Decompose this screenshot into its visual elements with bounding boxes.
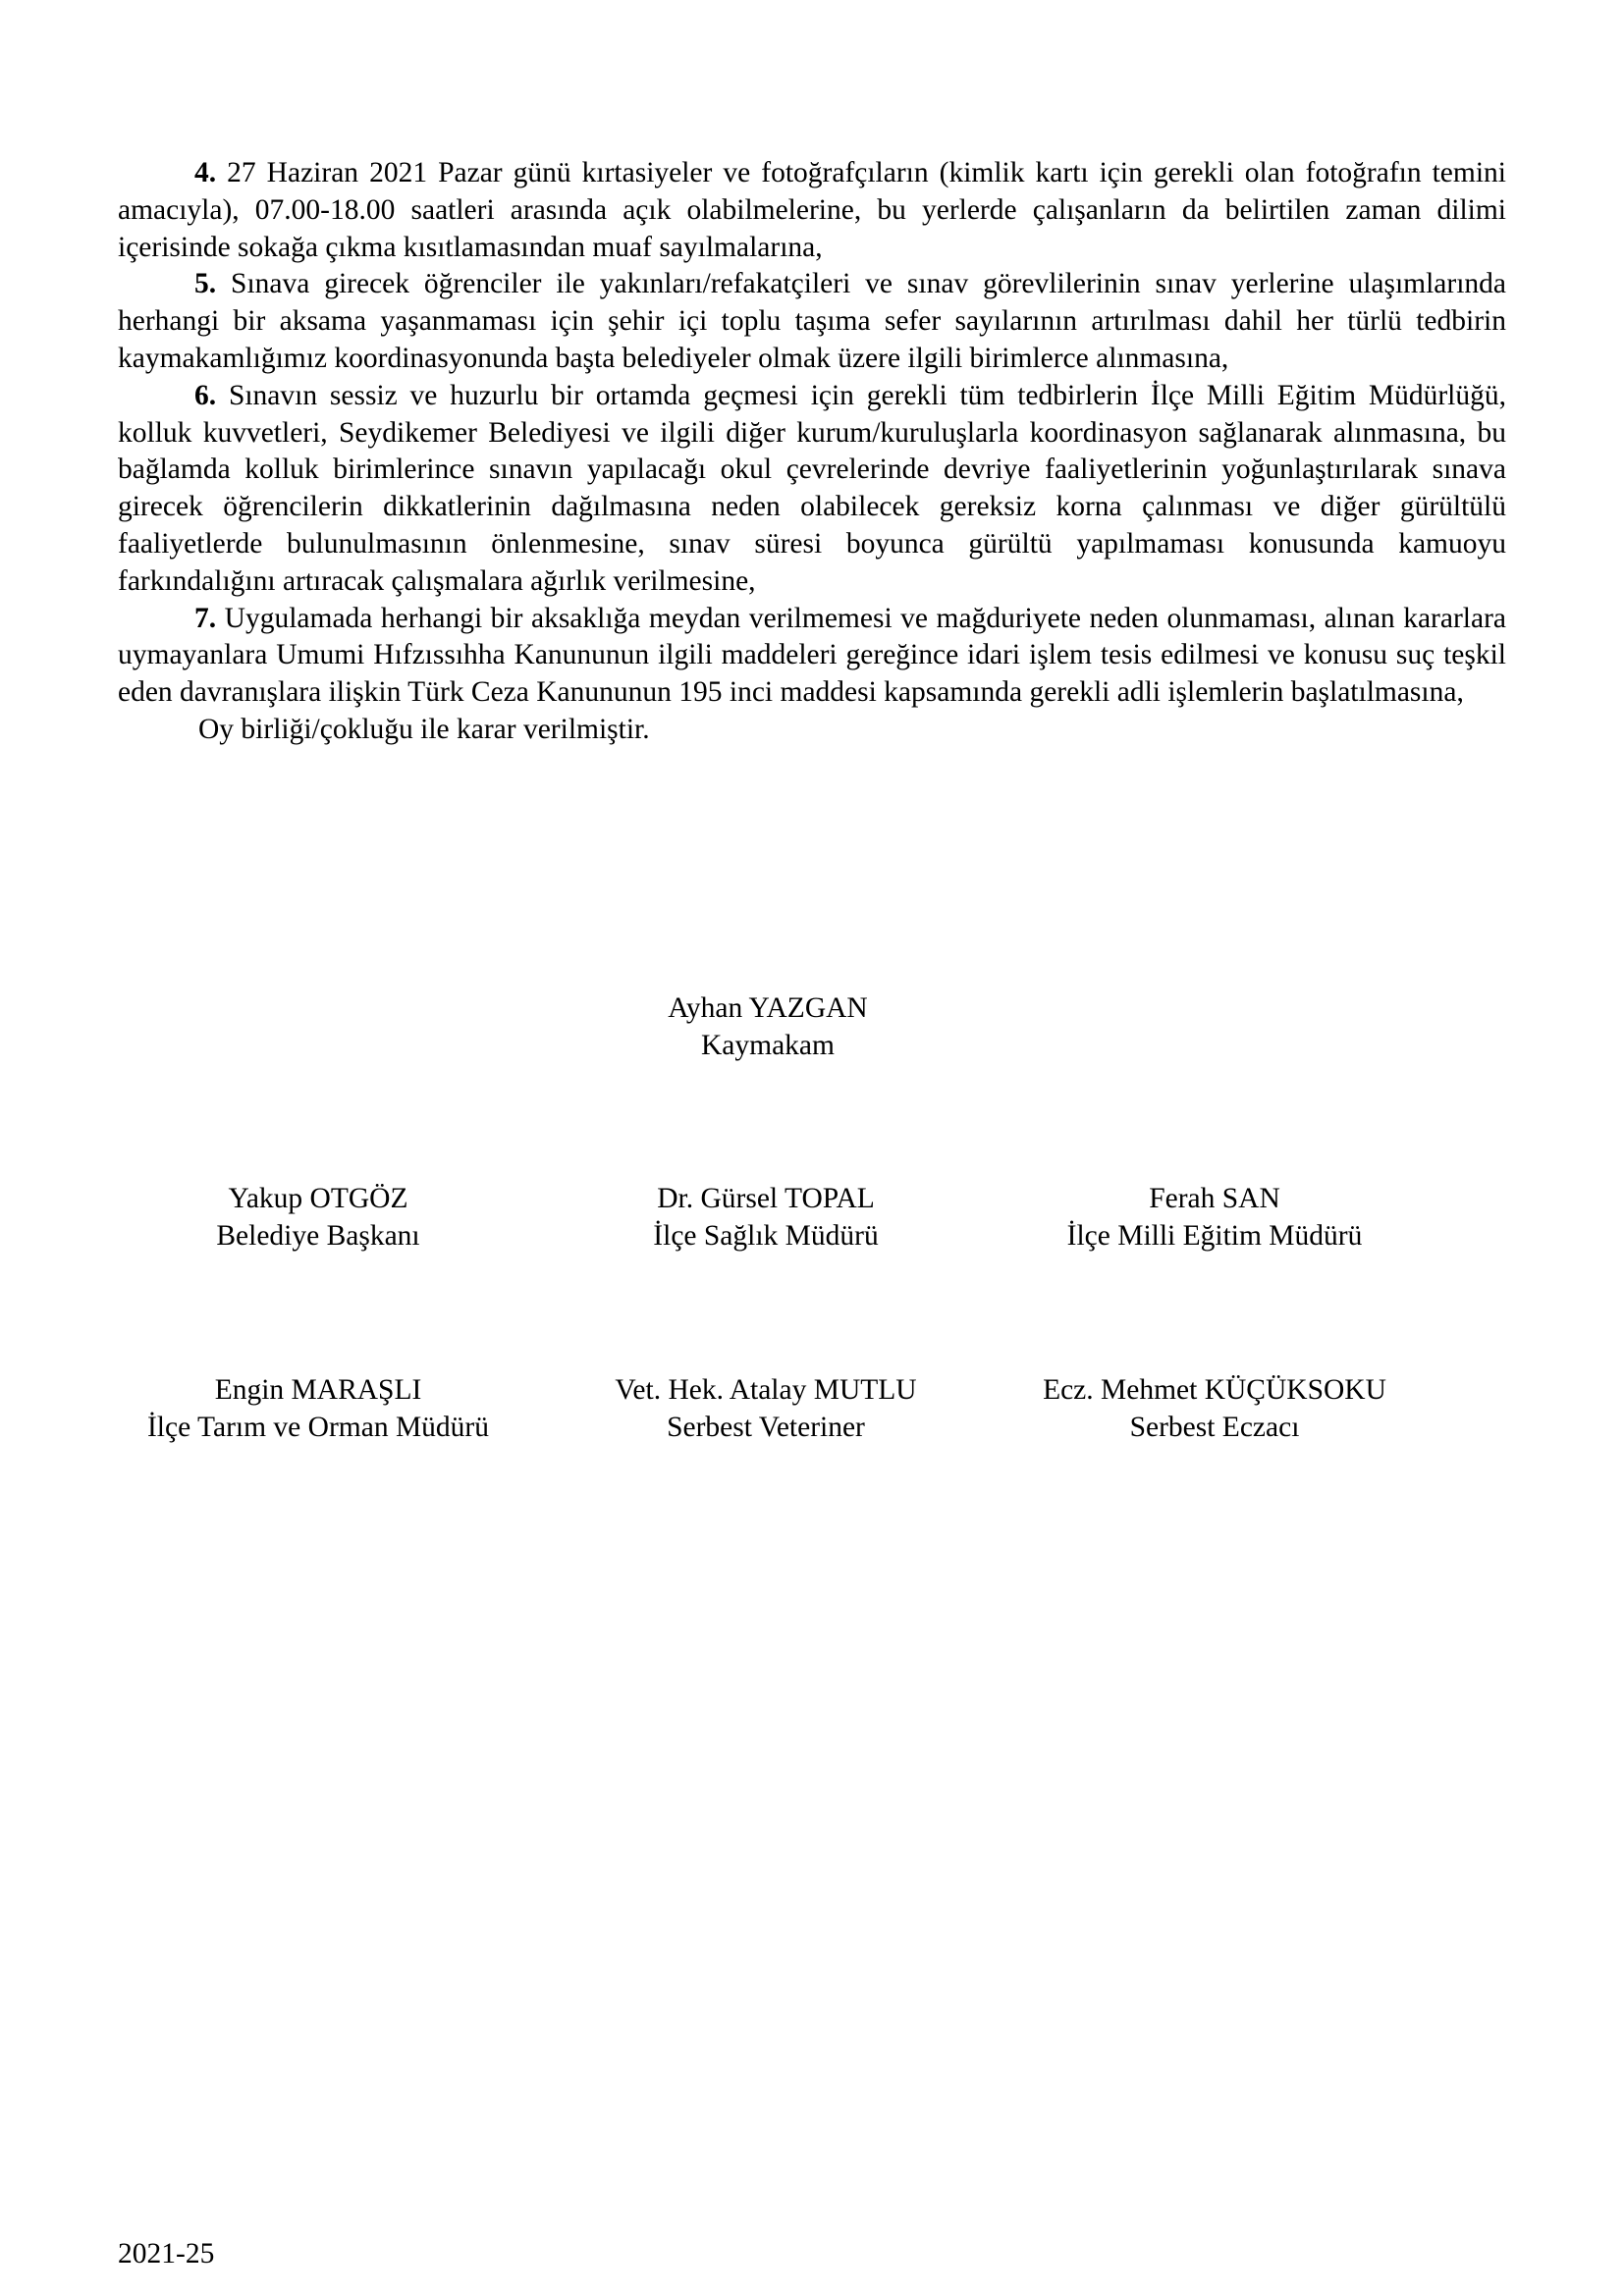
signatory-name: Ecz. Mehmet KÜÇÜKSOKU bbox=[1043, 1374, 1386, 1406]
signatory-name: Ayhan YAZGAN bbox=[668, 992, 868, 1024]
closing-statement: Oy birliği/çokluğu ile karar verilmiştir. bbox=[198, 713, 650, 745]
signature-pharmacist bbox=[1008, 1372, 1421, 1447]
signatory-role: Serbest Eczacı bbox=[1129, 1411, 1300, 1443]
item-text: 27 Haziran 2021 Pazar günü kırtasiyeler ve fotoğrafçıların (kimlik kartı için gerekli olan fotoğrafın temini amacıyla), 07.00-18.00 saatleri arasında açık olabilmelerine, bu yerlerde çalışanların da belirtilen zaman dilimi içerisinde sokağa çıkma kısıtlamasından muaf sayılmalarına, bbox=[118, 157, 1506, 263]
decision-item-4 bbox=[118, 155, 1506, 266]
item-text: Sınava girecek öğrenciler ile yakınları/refakatçileri ve sınav görevlilerinin sınav yerlerine ulaşımlarında herhangi bir aksama yaşanmaması için şehir içi toplu taşıma sefer sayılarının artırılması dahil her türlü tedbirin kaymakamlığımız koordinasyonunda başta belediyeler olmak üzere ilgili birimlerce alınmasına, bbox=[118, 268, 1507, 374]
signatory-role: Serbest Veteriner bbox=[667, 1411, 865, 1443]
signatory-name: Vet. Hek. Atalay MUTLU bbox=[615, 1374, 917, 1406]
decision-item-6 bbox=[118, 378, 1506, 601]
decision-body bbox=[118, 155, 1506, 749]
decision-item-5 bbox=[118, 266, 1506, 377]
document-code: 2021-25 bbox=[118, 2238, 215, 2269]
signatory-role: Belediye Başkanı bbox=[216, 1219, 420, 1252]
decision-item-7 bbox=[118, 601, 1506, 712]
item-text: Sınavın sessiz ve huzurlu bir ortamda geçmesi için gerekli tüm tedbirlerin İlçe Milli Eğitim Müdürlüğü, kolluk kuvvetleri, Seydikemer Belediyesi ve ilgili diğer kurum/kuruluşlarla koordinasyon sağlanarak alınmasına, bu bağlamda kolluk birimlerince sınavın yapılacağı okul çevrelerinde devriye faaliyetlerinin yoğunlaştırılarak sınava girecek öğrencilerin dikkatlerinin dağılmasına neden olabilecek gereksiz korna çalınması ve diğer gürültülü faaliyetlerde bulunulmasının önlenmesine, sınav süresi boyunca gürültü yapılmaması konusunda kamuoyu farkındalığını artıracak çalışmalara ağırlık verilmesine, bbox=[118, 379, 1506, 597]
signature-education-director bbox=[1008, 1181, 1421, 1255]
item-number: 4. bbox=[194, 157, 217, 188]
signatory-name: Dr. Gürsel TOPAL bbox=[657, 1183, 875, 1214]
signatory-role: İlçe Milli Eğitim Müdürü bbox=[1066, 1219, 1363, 1252]
signatory-name: Engin MARAŞLI bbox=[214, 1374, 422, 1406]
signatory-role: Kaymakam bbox=[701, 1029, 835, 1061]
signature-mayor bbox=[112, 1181, 524, 1255]
signatory-role: İlçe Sağlık Müdürü bbox=[653, 1219, 879, 1252]
signatory-name: Ferah SAN bbox=[1149, 1183, 1280, 1214]
signatory-name: Yakup OTGÖZ bbox=[228, 1183, 408, 1214]
item-text: Uygulamada herhangi bir aksaklığa meydan verilmemesi ve mağduriyete neden olunmaması, alınan kararlara uymayanlara Umumi Hıfzıssıhha Kanununun ilgili maddeleri gereğince idari işlem tesis edilmesi ve konusu suç teşkil eden davranışlara ilişkin Türk Ceza Kanununun 195 inci maddesi kapsamında gerekli adli işlemlerin başlatılmasına, bbox=[118, 602, 1507, 709]
signature-veterinarian bbox=[560, 1372, 972, 1447]
item-number: 6. bbox=[194, 379, 217, 411]
item-number: 5. bbox=[194, 268, 217, 300]
signature-chair bbox=[562, 990, 974, 1065]
item-number: 7. bbox=[194, 602, 217, 634]
signature-agriculture-director bbox=[112, 1372, 524, 1447]
signatory-role: İlçe Tarım ve Orman Müdürü bbox=[146, 1411, 489, 1443]
signature-health-director bbox=[560, 1181, 972, 1255]
